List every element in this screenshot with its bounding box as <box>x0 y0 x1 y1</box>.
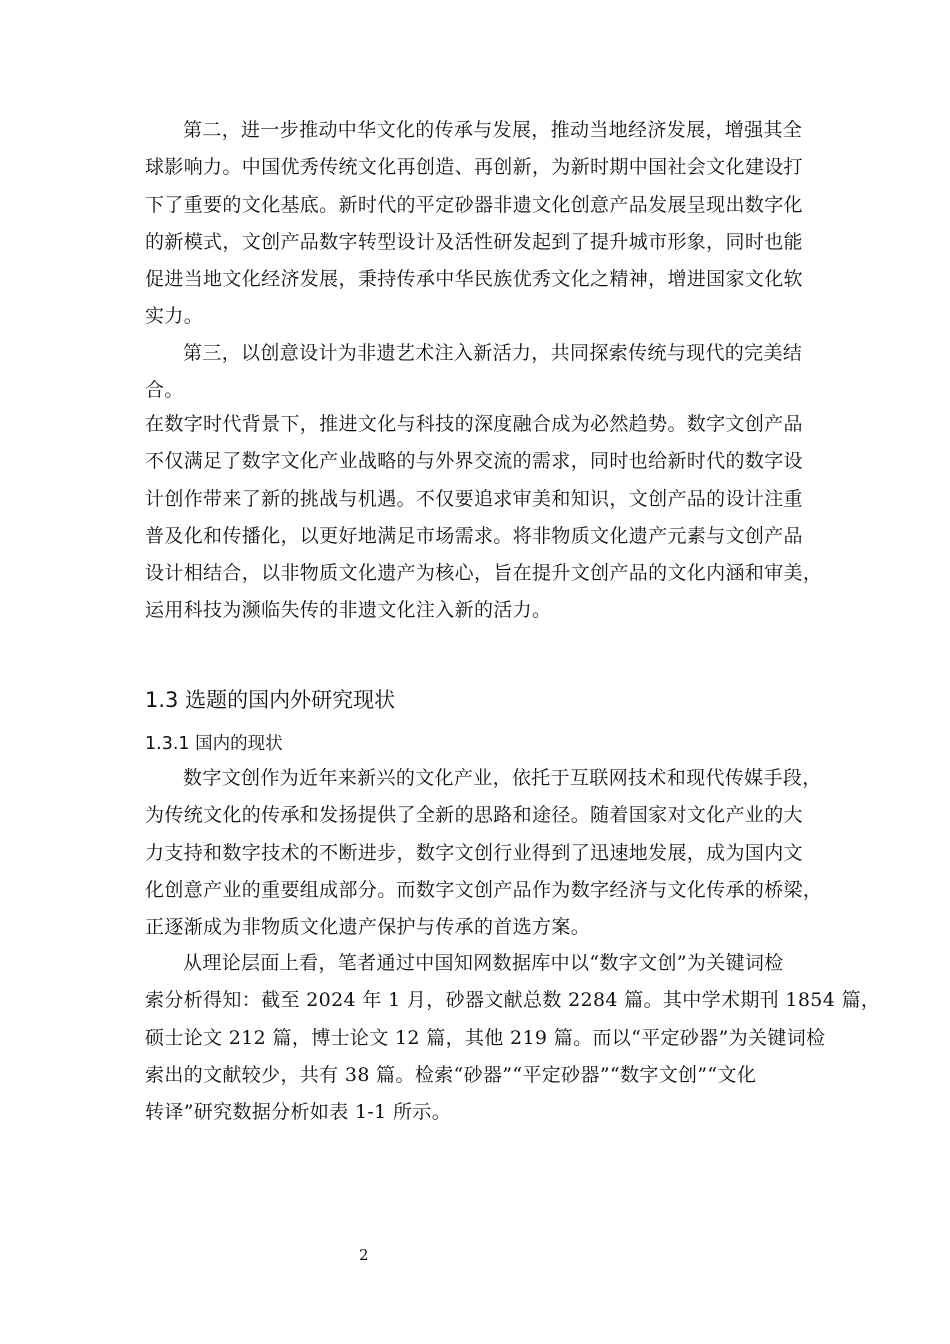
text-line: 的新模式，文创产品数字转型设计及活性研发起到了提升城市形象，同时也能 <box>145 230 803 253</box>
text-line: 化创意产业的重要组成部分。而数字文创产品作为数字经济与文化传承的桥梁， <box>145 878 823 901</box>
text-line: 运用科技为濒临失传的非遗文化注入新的活力。 <box>145 599 552 622</box>
text-line: 计创作带来了新的挑战与机遇。不仅要追求审美和知识，文创产品的设计注重 <box>145 487 803 510</box>
text-line: 索分析得知：截至 2024 年 1 月，砂器文献总数 2284 篇。其中学术期刊 1854 篇， <box>145 989 881 1012</box>
paragraph-1 <box>145 112 825 336</box>
text-line: 第二，进一步推动中华文化的传承与发展，推动当地经济发展，增强其全 <box>183 119 803 141</box>
text-line: 力支持和数字技术的不断进步，数字文创行业得到了迅速地发展，成为国内文 <box>145 841 803 864</box>
text-line: 合。 <box>145 379 184 402</box>
paragraph-4 <box>145 760 825 946</box>
text-line: 下了重要的文化基底。新时代的平定砂器非遗文化创意产品发展呈现出数字化 <box>145 193 803 216</box>
text-line: 球影响力。中国优秀传统文化再创造、再创新，为新时期中国社会文化建设打 <box>145 156 803 179</box>
text-line: 设计相结合，以非物质文化遗产为核心，旨在提升文创产品的文化内涵和审美， <box>145 562 823 585</box>
text-line: 促进当地文化经济发展，秉持传承中华民族优秀文化之精神，增进国家文化软 <box>145 268 803 291</box>
text-line: 为传统文化的传承和发扬提供了全新的思路和途径。随着国家对文化产业的大 <box>145 804 803 827</box>
text-line: 从理论层面上看，笔者通过中国知网数据库中以“数字文创”为关键词检 <box>183 952 784 974</box>
subsection-heading: 1.3.1 国内的现状 <box>145 734 283 754</box>
page-number: 2 <box>359 1246 369 1264</box>
paragraph-5 <box>145 945 881 1131</box>
paragraph-2 <box>145 335 825 410</box>
text-line: 正逐渐成为非物质文化遗产保护与传承的首选方案。 <box>145 916 591 939</box>
paragraph-3 <box>145 406 825 630</box>
text-line: 普及化和传播化，以更好地满足市场需求。将非物质文化遗产元素与文创产品 <box>145 524 803 547</box>
text-line: 转译”研究数据分析如表 1-1 所示。 <box>145 1101 452 1124</box>
text-line: 在数字时代背景下，推进文化与科技的深度融合成为必然趋势。数字文创产品 <box>145 413 803 435</box>
section-heading: 1.3 选题的国内外研究现状 <box>145 688 396 712</box>
text-line: 第三，以创意设计为非遗艺术注入新活力，共同探索传统与现代的完美结 <box>183 342 803 364</box>
text-line: 硕士论文 212 篇，博士论文 12 篇，其他 219 篇。而以“平定砂器”为关键词检 <box>145 1026 826 1049</box>
text-line: 实力。 <box>145 305 204 328</box>
text-line: 数字文创作为近年来新兴的文化产业，依托于互联网技术和现代传媒手段， <box>183 767 822 789</box>
text-line: 不仅满足了数字文化产业战略的与外界交流的需求，同时也给新时代的数字设 <box>145 450 803 473</box>
text-line: 索出的文献较少，共有 38 篇。检索“砂器”“平定砂器”“数字文创”“文化 <box>145 1063 757 1086</box>
